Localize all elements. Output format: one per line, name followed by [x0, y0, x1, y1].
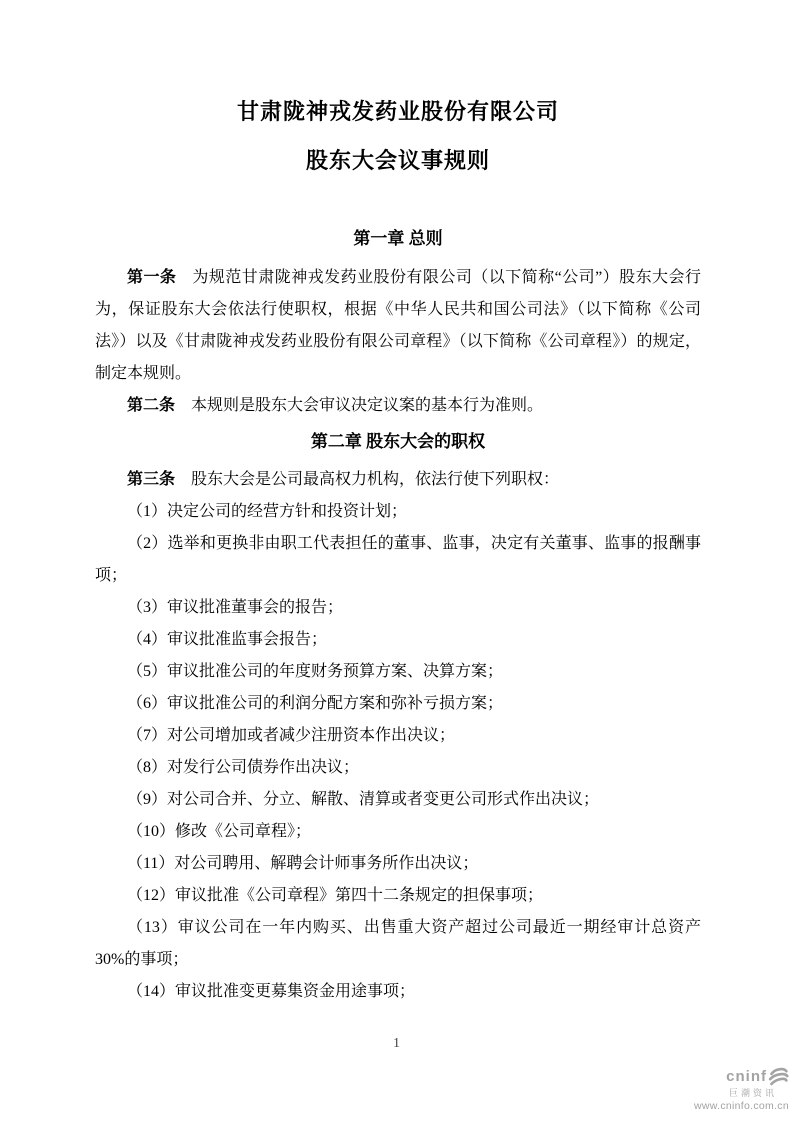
- list-item-14: （14）审议批准变更募集资金用途事项；: [127, 983, 416, 1000]
- list-item-3: （3）审议批准董事会的报告；: [127, 599, 344, 616]
- list-item-1: （1）决定公司的经营方针和投资计划；: [127, 503, 408, 520]
- list-item-10: （10）修改《公司章程》；: [127, 823, 312, 840]
- list-item-4: （4）审议批准监事会报告；: [127, 631, 328, 648]
- list-item-6: （6）审议批准公司的利润分配方案和弥补亏损方案；: [127, 695, 504, 712]
- page-number: 1: [393, 1036, 400, 1051]
- document-subtitle: 股东大会议事规则: [305, 148, 490, 173]
- list-item-7: （7）对公司增加或者减少注册资本作出决议；: [127, 727, 456, 744]
- article-2-label: 第二条: [127, 397, 176, 414]
- list-item-8: （8）对发行公司债券作出决议；: [127, 759, 360, 776]
- list-item-2: （2）选举和更换非由职工代表担任的董事、监事，决定有关董事、监事的报酬事项；: [95, 535, 701, 584]
- document-title: 甘肃陇神戎发药业股份有限公司: [236, 99, 559, 124]
- cninfo-logo-url: www.cninfo.com.cn: [694, 1100, 789, 1112]
- article-3-label: 第三条: [127, 471, 176, 488]
- article-3-text: 股东大会是公司最高权力机构，依法行使下列职权：: [191, 471, 560, 488]
- cninfo-logo: [694, 1066, 789, 1112]
- cninfo-logo-text: cninf: [726, 1068, 767, 1085]
- chapter-2-heading: 第二章 股东大会的职权: [310, 432, 486, 451]
- article-1-label: 第一条: [127, 269, 177, 286]
- article-1-paragraph: [95, 262, 701, 390]
- cninfo-logo-row: [694, 1066, 789, 1087]
- article-2-text: 本规则是股东大会审议决定议案的基本行为准则。: [191, 397, 544, 414]
- chapter-1-heading: 第一章 总则: [353, 229, 443, 248]
- list-item-9: （9）对公司合并、分立、解散、清算或者变更公司形式作出决议；: [127, 791, 600, 808]
- article-2-paragraph: [95, 390, 701, 422]
- list-item-11: （11）对公司聘用、解聘会计师事务所作出决议；: [127, 855, 479, 872]
- list-item-13: （13）审议公司在一年内购买、出售重大资产超过公司最近一期经审计总资产 30%的事项；: [95, 919, 701, 968]
- article-3-paragraph: [95, 464, 701, 496]
- list-item-12: （12）审议批准《公司章程》第四十二条规定的担保事项；: [127, 887, 544, 904]
- cninfo-logo-chinese: 巨潮资讯: [728, 1088, 777, 1098]
- document-content: [95, 0, 701, 1008]
- article-1-text: 为规范甘肃陇神戎发药业股份有限公司（以下简称“公司”）股东大会行为，保证股东大会依法行使职权，根据《中华人民共和国公司法》（以下简称《公司法》）以及《甘肃陇神戎发药业股份有限公司章程》（以下简称《公司章程》）的规定，制定本规则。: [95, 269, 701, 382]
- cninfo-swirl-icon: [768, 1066, 789, 1087]
- list-item-5: （5）审议批准公司的年度财务预算方案、决算方案；: [127, 663, 504, 680]
